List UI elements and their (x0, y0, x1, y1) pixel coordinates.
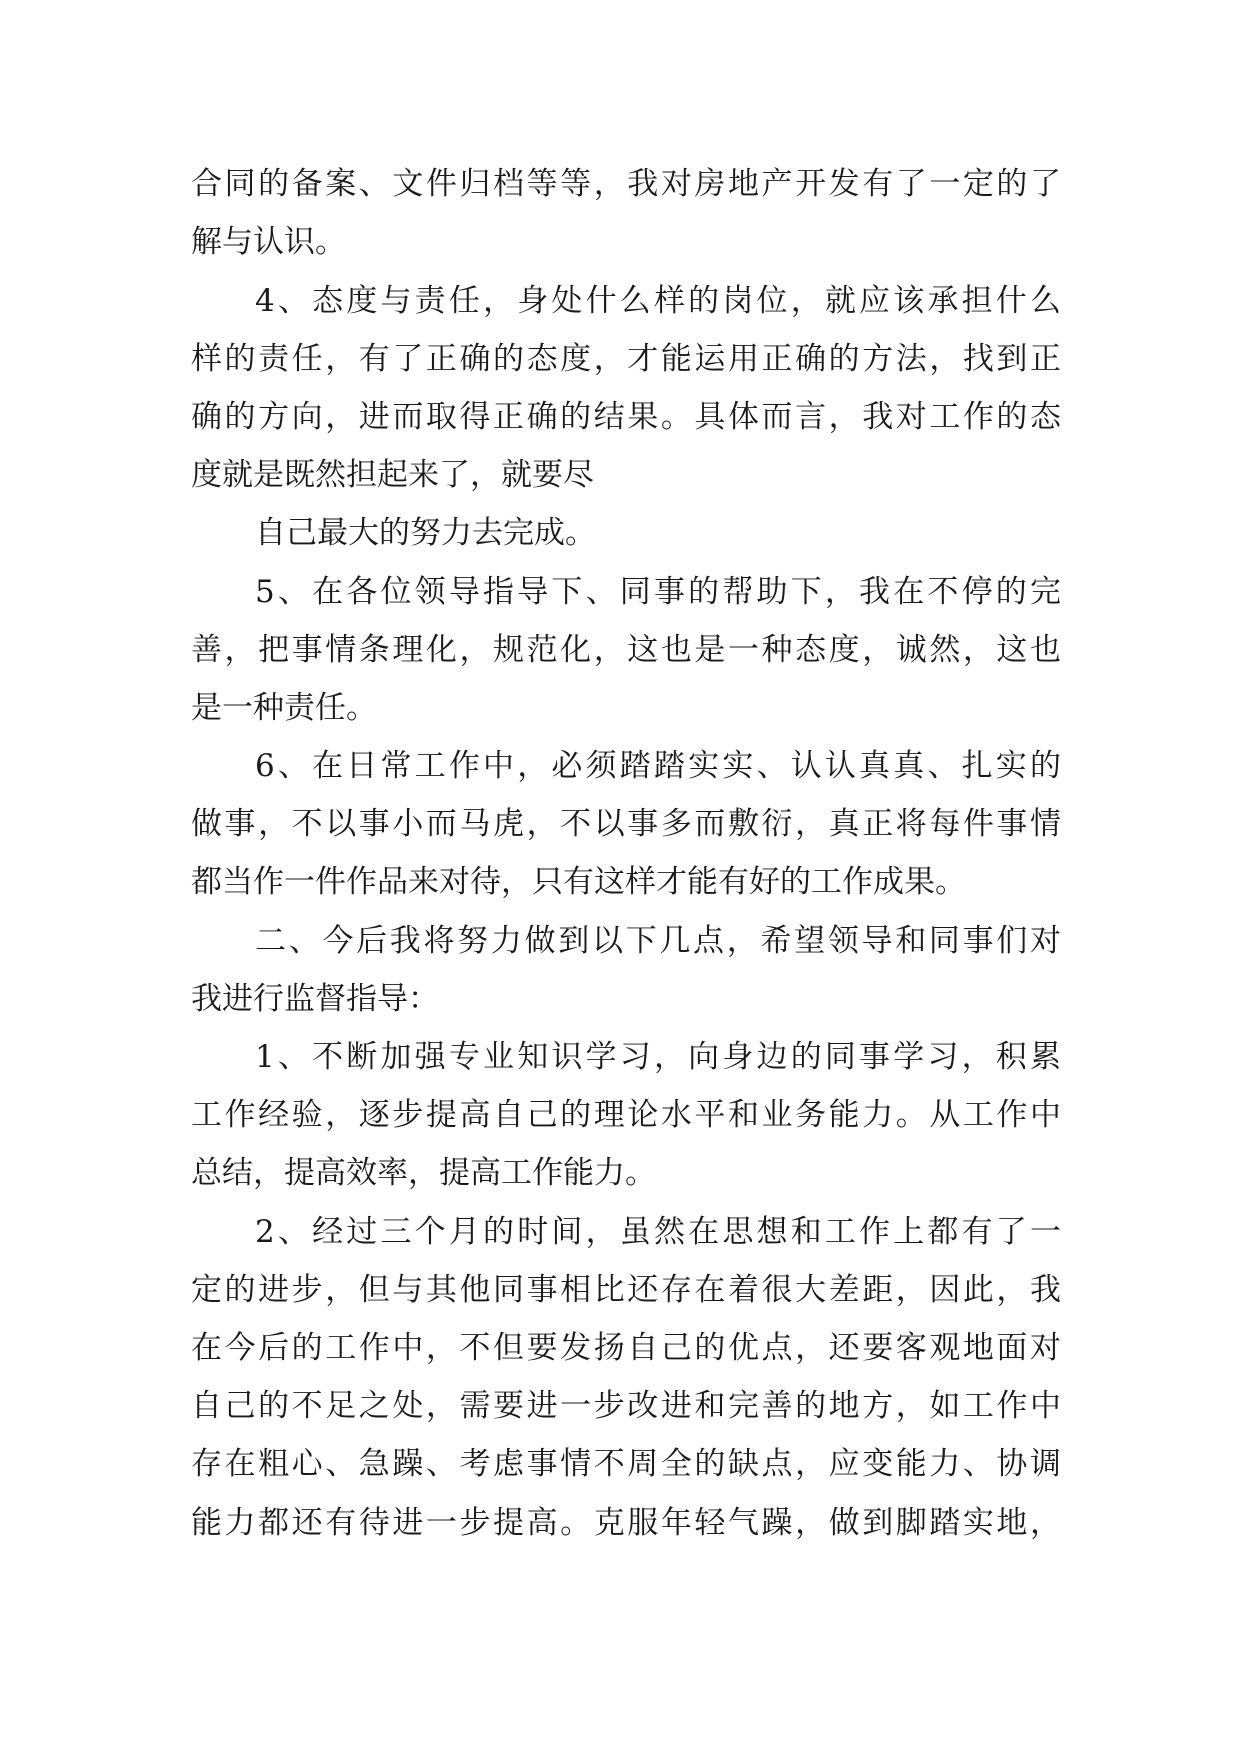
text-line: 善，把事情条理化，规范化，这也是一种态度，诚然，这也 (191, 632, 1061, 668)
text-line: 在今后的工作中，不但要发扬自己的优点，还要客观地面对 (191, 1330, 1061, 1366)
text-line: 6、在日常工作中，必须踏踏实实、认认真真、扎实的 (255, 748, 1061, 784)
text-line: 解与认识。 (191, 224, 346, 260)
text-line: 合同的备案、文件归档等等，我对房地产开发有了一定的了 (191, 166, 1061, 202)
text-line: 能力都还有待进一步提高。克服年轻气躁，做到脚踏实地， (191, 1505, 1061, 1541)
text-line: 存在粗心、急躁、考虑事情不周全的缺点，应变能力、协调 (191, 1446, 1061, 1482)
text-line: 确的方向，进而取得正确的结果。具体而言，我对工作的态 (191, 399, 1061, 435)
text-line: 定的进步，但与其他同事相比还存在着很大差距，因此，我 (191, 1272, 1061, 1308)
text-line: 工作经验，逐步提高自己的理论水平和业务能力。从工作中 (191, 1097, 1061, 1133)
text-line: 1、不断加强专业知识学习，向身边的同事学习，积累 (255, 1039, 1061, 1075)
text-line: 做事，不以事小而马虎，不以事多而敷衍，真正将每件事情 (191, 806, 1061, 842)
text-line: 样的责任，有了正确的态度，才能运用正确的方法，找到正 (191, 341, 1061, 377)
text-line: 4、态度与责任，身处什么样的岗位，就应该承担什么 (255, 283, 1061, 319)
text-line: 二、今后我将努力做到以下几点，希望领导和同事们对 (255, 923, 1061, 959)
text-line: 都当作一件作品来对待，只有这样才能有好的工作成果。 (191, 864, 966, 900)
text-line: 自己最大的努力去完成。 (255, 515, 596, 551)
text-line: 总结，提高效率，提高工作能力。 (191, 1155, 656, 1191)
text-line: 我进行监督指导： (191, 981, 439, 1017)
text-line: 自己的不足之处，需要进一步改进和完善的地方，如工作中 (191, 1388, 1061, 1424)
text-line: 2、经过三个月的时间，虽然在思想和工作上都有了一 (255, 1214, 1061, 1250)
text-line: 度就是既然担起来了，就要尽 (191, 457, 594, 493)
text-line: 5、在各位领导指导下、同事的帮助下，我在不停的完 (255, 574, 1061, 610)
text-line: 是一种责任。 (191, 690, 377, 726)
